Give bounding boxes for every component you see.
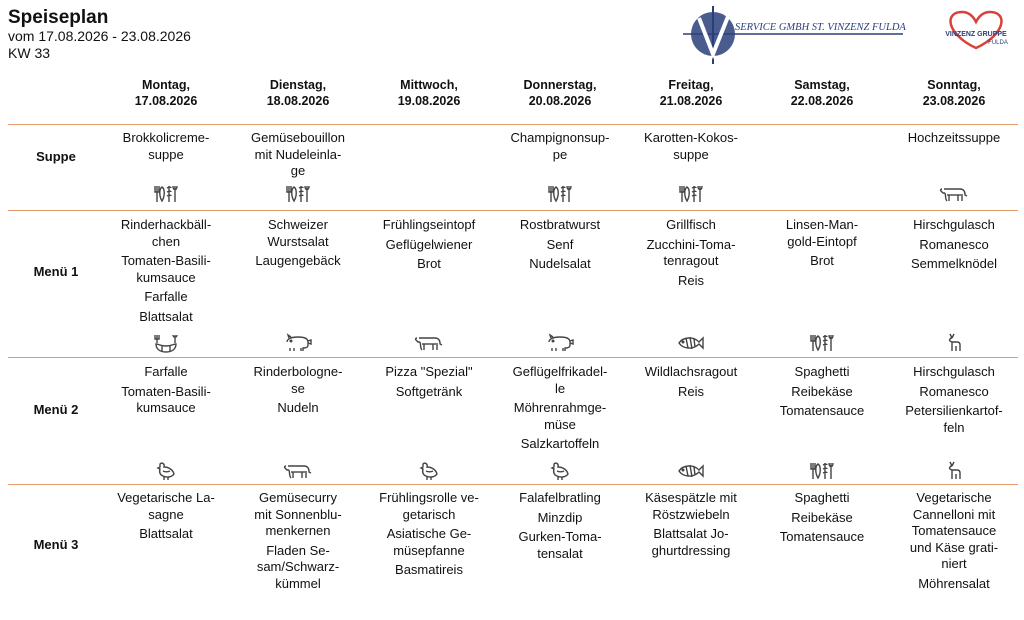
- dish-item: Romanesco: [919, 236, 989, 252]
- dish-item: Brokkolicreme- suppe: [122, 130, 210, 162]
- day-date: 23.08.2026: [922, 94, 986, 108]
- dish-item: Rostbratwurst: [519, 217, 601, 232]
- dish-item: Blattsalat Jo- ghurtdressing: [651, 526, 731, 558]
- menu-cell: [100, 364, 232, 420]
- divider-line: [8, 484, 1018, 485]
- dish-item: Softgetränk: [395, 383, 463, 399]
- dish-item: Romanesco: [919, 383, 989, 399]
- deer-icon: [939, 332, 969, 354]
- dish-item: Reis: [677, 383, 704, 399]
- dish-item: Geflügelwiener: [385, 236, 473, 252]
- dish-item: Reibekäse: [791, 383, 853, 399]
- menu-cell: [363, 217, 495, 276]
- row-label: Menü 2: [33, 402, 79, 417]
- divider-line: [8, 124, 1018, 125]
- dish-item: Laugengebäck: [255, 253, 341, 268]
- dish-item: Gemüsebouillon mit Nudeleinla- ge: [251, 130, 345, 178]
- pork-icon: [283, 332, 313, 354]
- dish-item: Käsespätzle mit Röstzwiebeln: [645, 490, 737, 522]
- menu-cell: [625, 217, 757, 292]
- dish-item: Gemüsecurry mit Sonnenblu- menkernen: [254, 490, 342, 538]
- menu-cell: [756, 364, 888, 423]
- dish-item: Frühlingsrolle ve- getarisch: [379, 490, 479, 522]
- dish-item: Semmelknödel: [911, 256, 997, 271]
- beef-icon: [939, 183, 969, 205]
- day-date: 20.08.2026: [528, 94, 592, 108]
- day-name: Dienstag,: [269, 78, 327, 92]
- menu-cell: [625, 490, 757, 562]
- dish-item: Spaghetti: [794, 364, 850, 379]
- dish-item: Petersilienkartof- feln: [905, 403, 1003, 435]
- day-header: [234, 77, 362, 109]
- dish-item: Linsen-Man- gold-Eintopf: [785, 217, 859, 249]
- dish-item: Tomaten-Basili- kumsauce: [121, 383, 211, 415]
- menu-cell: [756, 217, 888, 273]
- dish-item: Geflügelfrikadel- le: [512, 364, 608, 396]
- dish-item: Reibekäse: [791, 509, 853, 525]
- chicken-icon: [414, 460, 444, 482]
- dish-item: Möhrenrahmge- müse: [513, 400, 607, 432]
- menu-cell: [888, 217, 1020, 276]
- dish-item: Zucchini-Toma- tenragout: [646, 236, 736, 268]
- date-range: vom 17.08.2026 - 23.08.2026: [8, 28, 191, 44]
- fish-icon: [676, 460, 706, 482]
- vegetarian-icon: [545, 183, 575, 205]
- divider-line: [8, 357, 1018, 358]
- menu-cell: [232, 130, 364, 183]
- dish-item: Tomaten-Basili- kumsauce: [121, 253, 211, 285]
- day-header: [627, 77, 755, 109]
- dish-item: Blattsalat: [139, 526, 193, 541]
- dish-item: Tomatensauce: [779, 403, 865, 418]
- divider-line: [8, 210, 1018, 211]
- menu-cell: [363, 490, 495, 582]
- day-date: 17.08.2026: [134, 94, 198, 108]
- day-date: 18.08.2026: [266, 94, 330, 108]
- dish-item: Farfalle: [144, 289, 188, 304]
- vegetarian-icon: [807, 460, 837, 482]
- dish-item: Hochzeitssuppe: [907, 130, 1001, 145]
- chicken-icon: [151, 460, 181, 482]
- dish-item: Rinderhackbäll- chen: [120, 217, 212, 249]
- menu-cell: [494, 490, 626, 565]
- menu-cell: [232, 490, 364, 595]
- day-date: 19.08.2026: [397, 94, 461, 108]
- menu-cell: [756, 490, 888, 549]
- day-name: Donnerstag,: [523, 78, 597, 92]
- dish-item: Champignonsup- pe: [510, 130, 610, 162]
- svg-text:FULDA: FULDA: [988, 40, 1008, 46]
- dish-item: Tomatensauce: [779, 529, 865, 544]
- dish-item: Pizza "Spezial": [385, 364, 473, 379]
- vegetarian-icon: [283, 183, 313, 205]
- dish-item: Grillfisch: [666, 217, 716, 232]
- menu-cell: [232, 217, 364, 273]
- menu-cell: [494, 130, 626, 166]
- svg-text:VINZENZ GRUPPE: VINZENZ GRUPPE: [945, 31, 1007, 38]
- menu-cell: [625, 364, 757, 403]
- dish-item: Gurken-Toma- tensalat: [518, 529, 602, 561]
- menu-cell: [888, 490, 1020, 595]
- dish-item: Fladen Se- sam/Schwarz- kümmel: [256, 542, 340, 591]
- menu-cell: [100, 490, 232, 546]
- day-date: 22.08.2026: [790, 94, 854, 108]
- row-label: Menü 1: [33, 264, 79, 279]
- menu-cell: [494, 364, 626, 456]
- vinzenz-gruppe-logo: [936, 6, 1016, 58]
- day-header: [758, 77, 886, 109]
- menu-cell: [494, 217, 626, 276]
- service-logo: [683, 6, 915, 64]
- chicken-icon: [545, 460, 575, 482]
- day-name: Samstag,: [794, 78, 850, 92]
- row-label: Menü 3: [33, 537, 79, 552]
- dish-item: Spaghetti: [794, 490, 850, 505]
- page-title: Speiseplan: [8, 7, 109, 28]
- dish-item: Schweizer Wurstsalat: [267, 217, 329, 249]
- pork-icon: [545, 332, 575, 354]
- beef-icon: [283, 460, 313, 482]
- dish-item: Salzkartoffeln: [520, 436, 600, 451]
- day-name: Freitag,: [668, 78, 714, 92]
- dish-item: Nudelsalat: [529, 256, 591, 271]
- day-name: Sonntag,: [927, 78, 981, 92]
- deer-icon: [939, 460, 969, 482]
- menu-cell: [100, 217, 232, 328]
- dish-item: Hirschgulasch: [913, 364, 995, 379]
- row-label: Suppe: [36, 149, 76, 164]
- day-header: [102, 77, 230, 109]
- dish-item: Minzdip: [537, 509, 583, 525]
- vegetarian-icon: [807, 332, 837, 354]
- dish-item: Farfalle: [144, 364, 188, 379]
- week-number: KW 33: [8, 45, 51, 61]
- menu-cell: [100, 130, 232, 166]
- dish-item: Basmatireis: [395, 562, 463, 577]
- dish-item: Blattsalat: [139, 308, 193, 324]
- fish-icon: [676, 332, 706, 354]
- day-header: [890, 77, 1018, 109]
- menu-cell: [888, 130, 1020, 150]
- dish-item: Nudeln: [277, 400, 319, 415]
- dish-item: Vegetarische La- sagne: [117, 490, 215, 522]
- menu-cell: [232, 364, 364, 420]
- day-name: Mittwoch,: [400, 78, 458, 92]
- beef-icon: [414, 332, 444, 354]
- menu-cell: [625, 130, 757, 166]
- vegetarian-icon: [151, 183, 181, 205]
- page-header: [8, 8, 191, 62]
- day-name: Montag,: [142, 78, 190, 92]
- dish-item: Reis: [677, 272, 704, 288]
- dish-item: Frühlingseintopf: [382, 217, 476, 232]
- dish-item: Brot: [810, 253, 834, 268]
- dish-item: Asiatische Ge- müsepfanne: [386, 526, 472, 558]
- svg-text:SERVICE GMBH ST. VINZENZ FULDA: SERVICE GMBH ST. VINZENZ FULDA: [735, 22, 906, 33]
- dish-item: Vegetarische Cannelloni mit Tomatensauce und Käse grati- niert: [909, 490, 999, 571]
- dish-item: Brot: [417, 256, 441, 271]
- dish-item: Rinderbologne- se: [253, 364, 343, 396]
- day-header: [496, 77, 624, 109]
- day-header: [365, 77, 493, 109]
- vegetarian-icon: [676, 183, 706, 205]
- day-date: 21.08.2026: [659, 94, 723, 108]
- menu-cell: [363, 364, 495, 403]
- dish-item: Möhrensalat: [918, 575, 990, 591]
- dish-item: Senf: [546, 236, 574, 252]
- dish-item: Karotten-Kokos- suppe: [644, 130, 738, 162]
- menu-cell: [888, 364, 1020, 439]
- dish-item: Wildlachsragout: [644, 364, 738, 379]
- dish-item: Hirschgulasch: [913, 217, 995, 232]
- mixed-icon: [151, 332, 181, 354]
- dish-item: Falafelbratling: [519, 490, 601, 505]
